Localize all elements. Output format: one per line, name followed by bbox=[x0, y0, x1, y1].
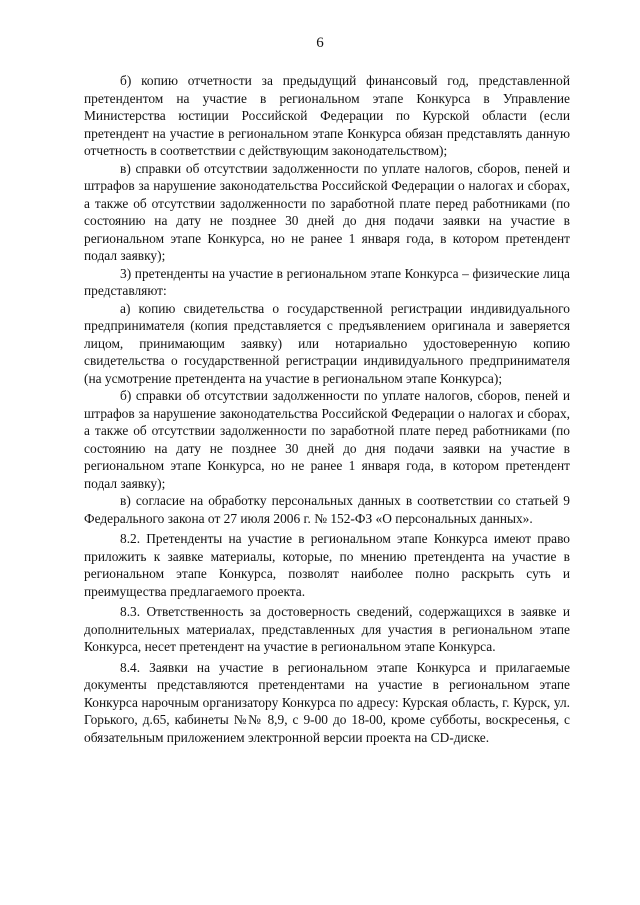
paragraph-8-2: 8.2. Претенденты на участие в региональном этапе Конкурса имеют право приложить к заявке материалы, которые, по мнению претендента на участие в региональном этапе Конкурса, позволят наиболее полно раскрыть суть и преимущества предлагаемого проекта. bbox=[84, 531, 570, 599]
paragraph-individuals-intro: 3) претенденты на участие в региональном этапе Конкурса – физические лица представляют: bbox=[84, 265, 570, 298]
paragraph-tax-certificates-individual: б) справки об отсутствии задолженности по уплате налогов, сборов, пеней и штрафов за нарушение законодательства Российской Федерации о налогах и сборах, а также об отсутствии задолженности по заработной плате перед работниками (по состоянию на дату не позднее 30 дней до дня подачи заявки на участие в региональном этапе Конкурса, но не ранее 1 января года, в котором претендент подал заявку); bbox=[84, 388, 570, 491]
paragraph-8-4: 8.4. Заявки на участие в региональном этапе Конкурса и прилагаемые документы представляются претендентами на участие в региональном этапе Конкурса нарочным организатору Конкурса по адресу: Курская область, г. Курск, ул. Горького, д.65, кабинеты №№ 8,9, с 9-00 до 18-00, кроме субботы, воскресенья, с обязательным приложением электронной версии проекта на CD-диске. bbox=[84, 659, 570, 745]
document-body bbox=[84, 72, 570, 746]
paragraph-personal-data-consent: в) согласие на обработку персональных данных в соответствии со статьей 9 Федерального закона от 27 июля 2006 г. № 152-ФЗ «О персональных данных». bbox=[84, 493, 570, 526]
paragraph-tax-certificates-legal: в) справки об отсутствии задолженности по уплате налогов, сборов, пеней и штрафов за нарушение законодательства Российской Федерации о налогах и сборах, а также об отсутствии задолженности по заработной плате перед работниками (по состоянию на дату не позднее 30 дней до дня подачи заявки на участие в региональном этапе Конкурса, но не ранее 1 января года, в котором претендент подал заявку); bbox=[84, 160, 570, 263]
paragraph-financial-report: б) копию отчетности за предыдущий финансовый год, представленной претендентом на участие в региональном этапе Конкурса в Управление Министерства юстиции Российской Федерации по Курской области (если претендент на участие в региональном этапе Конкурса обязан представлять данную отчетность в соответствии с действующим законодательством); bbox=[84, 73, 570, 158]
paragraph-8-3: 8.3. Ответственность за достоверность сведений, содержащихся в заявке и дополнительных материалах, представленных для участия в региональном этапе Конкурса, несет претендент на участие в региональном этапе Конкурса. bbox=[84, 604, 570, 654]
page-number: 6 bbox=[316, 35, 324, 51]
paragraph-registration-copy: а) копию свидетельства о государственной регистрации индивидуального предпринимателя (копия представляется с предъявлением оригинала и заверяется лицом, принимающим заявку) или нотариально удостоверенную копию свидетельства о государственной регистрации индивидуального предпринимателя (на усмотрение претендента на участие в региональном этапе Конкурса); bbox=[84, 300, 570, 386]
